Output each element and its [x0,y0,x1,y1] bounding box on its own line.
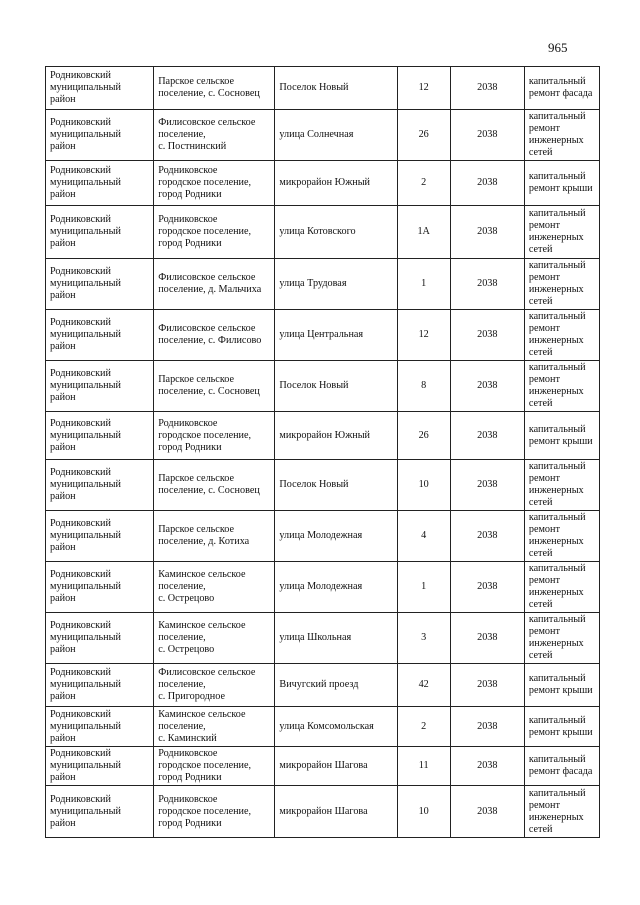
settlement-cell [154,161,275,206]
year-cell-text: 2038 [477,530,498,541]
work-type-cell [524,361,599,412]
street-cell [275,310,397,361]
work-type-cell [524,161,599,206]
house-number-cell-text: 8 [421,380,427,391]
table-row [46,613,600,664]
work-type-cell-text: капитальный ремонт инженерных сетей [528,461,586,508]
street-cell-text: улица Молодежная [279,530,363,541]
table-row [46,67,600,110]
year-cell-text: 2038 [477,226,498,237]
year-cell [450,747,524,786]
street-cell-text: Вичугский проезд [279,679,359,690]
work-type-cell [524,259,599,310]
settlement-cell [154,259,275,310]
year-cell [450,562,524,613]
district-cell [46,664,154,707]
house-number-cell-text: 3 [421,632,427,643]
settlement-cell [154,206,275,259]
work-type-cell-text: капитальный ремонт инженерных сетей [528,111,586,158]
work-type-cell-text: капитальный ремонт инженерных сетей [528,614,586,661]
work-type-cell-text: капитальный ремонт крыши [528,714,593,738]
street-cell [275,161,397,206]
street-cell-text: улица Центральная [279,329,364,340]
work-type-cell-text: капитальный ремонт инженерных сетей [528,311,586,358]
house-number-cell [397,562,450,613]
street-cell [275,786,397,838]
year-cell [450,412,524,460]
year-cell-text: 2038 [477,82,498,93]
house-number-cell [397,259,450,310]
house-number-cell [397,310,450,361]
house-number-cell-text: 12 [418,329,429,340]
house-number-cell-text: 4 [421,530,427,541]
work-type-cell [524,786,599,838]
work-type-cell [524,664,599,707]
settlement-cell [154,747,275,786]
house-number-cell-text: 10 [418,805,429,817]
house-number-cell-text: 12 [418,82,429,93]
district-cell [46,310,154,361]
settlement-cell-text: Каминское сельское поселение, с. Острецово [158,569,246,604]
house-number-cell [397,361,450,412]
table-row [46,786,600,838]
settlement-cell-text: Парское сельское поселение, д. Котиха [158,524,250,547]
street-cell [275,460,397,511]
district-cell-text: Родниковский муниципальный район [50,214,121,249]
house-number-cell [397,511,450,562]
table-row [46,664,600,707]
district-cell-text: Родниковский муниципальный район [50,70,121,105]
table-body [46,67,600,838]
house-number-cell [397,460,450,511]
year-cell-text: 2038 [477,581,498,592]
settlement-cell [154,613,275,664]
house-number-cell [397,747,450,786]
street-cell-text: микрорайон Шагова [279,760,368,771]
year-cell-text: 2038 [477,129,498,140]
settlement-cell-text: Каминское сельское поселение, с. Каминский [158,708,246,744]
work-type-cell-text: капитальный ремонт инженерных сетей [528,563,586,610]
table-row [46,361,600,412]
house-number-cell-text: 11 [418,760,429,771]
street-cell [275,562,397,613]
work-type-cell-text: капитальный ремонт крыши [528,673,593,696]
street-cell-text: Поселок Новый [279,479,349,490]
year-cell [450,786,524,838]
year-cell-text: 2038 [477,679,498,690]
settlement-cell [154,664,275,707]
table-row [46,511,600,562]
street-cell-text: Поселок Новый [279,380,349,391]
district-cell-text: Родниковский муниципальный район [50,620,121,655]
district-cell-text: Родниковский муниципальный район [50,569,121,604]
year-cell [450,511,524,562]
settlement-cell-text: Филисовское сельское поселение, д. Мальчиха [158,272,262,295]
settlement-cell-text: Филисовское сельское поселение, с. Постнинский [158,117,256,152]
year-cell [450,259,524,310]
house-number-cell [397,110,450,161]
street-cell-text: микрорайон Южный [279,429,370,441]
settlement-cell-text: Парское сельское поселение, с. Сосновец [158,374,260,397]
street-cell [275,747,397,786]
district-cell-text: Родниковский муниципальный район [50,793,121,829]
work-type-cell [524,562,599,613]
year-cell-text: 2038 [477,380,498,391]
work-type-cell [524,67,599,110]
settlement-cell-text: Родниковское городское поселение, город Родники [158,165,252,200]
district-cell [46,707,154,747]
district-cell-text: Родниковский муниципальный район [50,117,121,152]
table-row [46,206,600,259]
work-type-cell [524,110,599,161]
year-cell [450,206,524,259]
district-cell [46,562,154,613]
house-number-cell [397,664,450,707]
street-cell [275,259,397,310]
street-cell-text: улица Комсомольская [279,720,374,732]
work-type-cell [524,206,599,259]
district-cell-text: Родниковский муниципальный район [50,708,121,744]
year-cell [450,361,524,412]
street-cell-text: улица Молодежная [279,581,363,592]
house-number-cell-text: 42 [418,679,429,690]
district-cell [46,206,154,259]
house-number-cell-text: 1 [421,278,427,289]
district-cell-text: Родниковский муниципальный район [50,518,121,553]
year-cell-text: 2038 [477,329,498,340]
settlement-cell [154,707,275,747]
street-cell [275,511,397,562]
work-type-cell-text: капитальный ремонт инженерных сетей [528,362,586,409]
street-cell-text: улица Солнечная [279,129,354,140]
year-cell-text: 2038 [477,805,498,817]
house-number-cell [397,161,450,206]
work-type-cell [524,460,599,511]
settlement-cell-text: Парское сельское поселение, с. Сосновец [158,76,260,99]
table-row [46,747,600,786]
house-number-cell [397,613,450,664]
work-type-cell-text: капитальный ремонт крыши [528,171,593,194]
table-row [46,562,600,613]
street-cell-text: микрорайон Шагова [279,805,368,817]
year-cell [450,707,524,747]
district-cell [46,786,154,838]
year-cell-text: 2038 [477,479,498,490]
settlement-cell [154,412,275,460]
district-cell [46,110,154,161]
settlement-cell [154,460,275,511]
year-cell [450,67,524,110]
district-cell-text: Родниковский муниципальный район [50,368,121,403]
house-number-cell-text: 10 [418,479,429,490]
table-row [46,259,600,310]
street-cell [275,361,397,412]
district-cell [46,613,154,664]
work-type-cell-text: капитальный ремонт инженерных сетей [528,512,586,559]
house-number-cell [397,707,450,747]
street-cell [275,110,397,161]
street-cell-text: микрорайон Южный [279,177,370,188]
settlement-cell [154,511,275,562]
street-cell [275,67,397,110]
year-cell [450,460,524,511]
work-type-cell [524,511,599,562]
street-cell-text: улица Котовского [279,226,356,237]
year-cell [450,161,524,206]
district-cell [46,747,154,786]
settlement-cell [154,310,275,361]
work-type-cell [524,310,599,361]
district-cell [46,361,154,412]
year-cell-text: 2038 [477,278,498,289]
house-number-cell [397,412,450,460]
year-cell-text: 2038 [477,429,498,441]
year-cell-text: 2038 [477,720,498,732]
house-number-cell-text: 26 [418,429,429,441]
street-cell [275,664,397,707]
district-cell [46,460,154,511]
year-cell [450,110,524,161]
work-type-cell-text: капитальный ремонт инженерных сетей [528,208,586,255]
street-cell [275,412,397,460]
settlement-cell [154,361,275,412]
table-row [46,460,600,511]
district-cell-text: Родниковский муниципальный район [50,165,121,200]
settlement-cell-text: Родниковское городское поселение, город Родники [158,417,252,453]
table-row [46,707,600,747]
work-type-cell [524,707,599,747]
table-row [46,161,600,206]
street-cell-text: улица Трудовая [279,278,347,289]
house-number-cell [397,206,450,259]
district-cell [46,67,154,110]
settlement-cell [154,110,275,161]
work-type-cell [524,613,599,664]
district-cell-text: Родниковский муниципальный район [50,317,121,352]
district-cell [46,161,154,206]
year-cell-text: 2038 [477,760,498,771]
settlement-cell-text: Каминское сельское поселение, с. Острецово [158,620,246,655]
table-row [46,310,600,361]
settlement-cell [154,562,275,613]
house-number-cell-text: 2 [421,177,427,188]
settlement-cell-text: Филисовское сельское поселение, с. Филисово [158,323,262,346]
district-cell-text: Родниковский муниципальный район [50,667,121,702]
house-number-cell-text: 1А [417,226,430,237]
page-number: 965 [548,40,568,55]
street-cell [275,613,397,664]
settlement-cell [154,67,275,110]
district-cell-text: Родниковский муниципальный район [50,266,121,301]
work-type-cell-text: капитальный ремонт фасада [528,76,593,99]
house-number-cell-text: 2 [421,720,427,732]
district-cell [46,259,154,310]
settlement-cell-text: Родниковское городское поселение, город Родники [158,793,252,829]
work-type-cell-text: капитальный ремонт крыши [528,423,593,447]
settlement-cell-text: Родниковское городское поселение, город Родники [158,214,252,249]
work-type-cell-text: капитальный ремонт инженерных сетей [528,787,586,835]
work-type-cell [524,747,599,786]
settlement-cell [154,786,275,838]
year-cell-text: 2038 [477,632,498,643]
year-cell-text: 2038 [477,177,498,188]
house-number-cell [397,67,450,110]
settlement-cell-text: Родниковское городское поселение, город Родники [158,748,252,783]
year-cell [450,664,524,707]
work-type-cell [524,412,599,460]
table-row [46,412,600,460]
repair-schedule-table [45,66,600,838]
year-cell [450,310,524,361]
house-number-cell-text: 1 [421,581,427,592]
year-cell [450,613,524,664]
street-cell-text: Поселок Новый [279,82,349,93]
street-cell [275,707,397,747]
house-number-cell [397,786,450,838]
district-cell [46,511,154,562]
work-type-cell-text: капитальный ремонт фасада [528,754,593,777]
street-cell [275,206,397,259]
street-cell-text: улица Школьная [279,632,352,643]
district-cell-text: Родниковский муниципальный район [50,417,121,453]
work-type-cell-text: капитальный ремонт инженерных сетей [528,260,586,307]
house-number-cell-text: 26 [418,129,429,140]
district-cell [46,412,154,460]
settlement-cell-text: Парское сельское поселение, с. Сосновец [158,473,260,496]
district-cell-text: Родниковский муниципальный район [50,467,121,502]
district-cell-text: Родниковский муниципальный район [50,748,121,783]
table-row [46,110,600,161]
settlement-cell-text: Филисовское сельское поселение, с. Пригородное [158,667,256,702]
